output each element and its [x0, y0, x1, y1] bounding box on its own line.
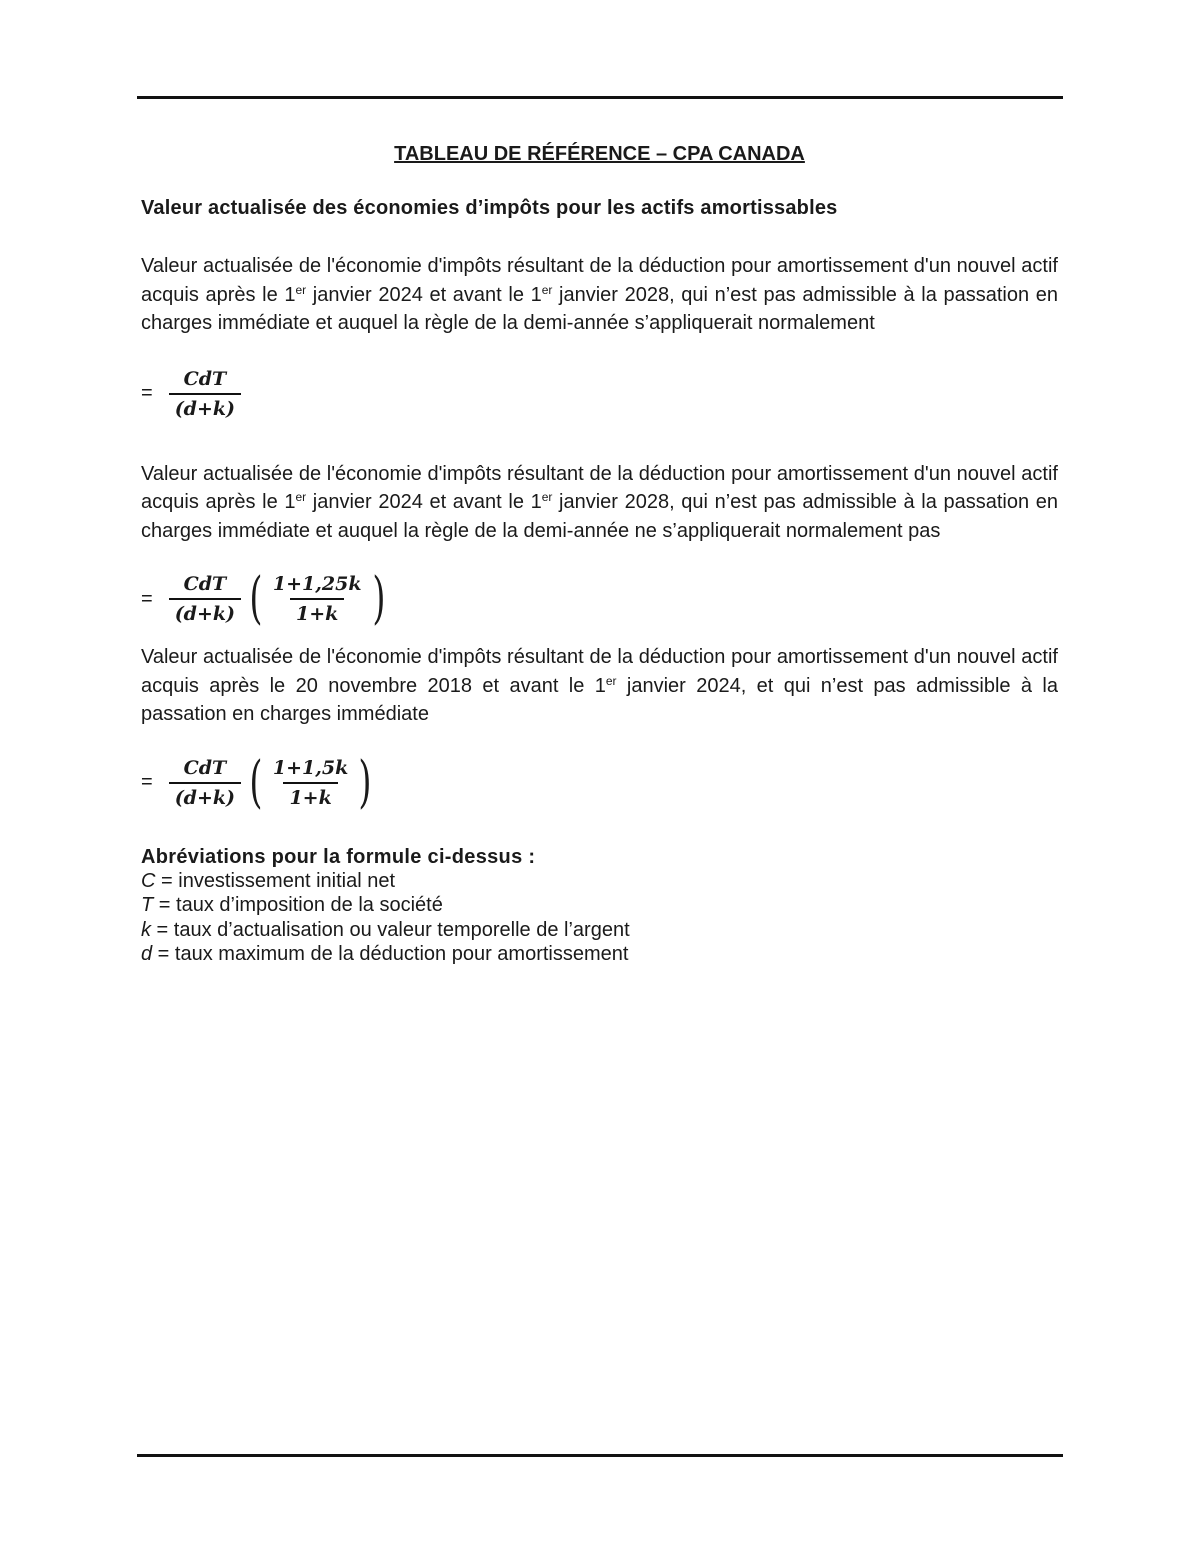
top-rule — [137, 96, 1063, 99]
formula-half-year-rule: = $\frac{\text{CdT}}{(d+k)}$ — [141, 368, 1058, 420]
abbreviations-title: Abréviations pour la formule ci-dessus : — [141, 845, 536, 868]
parenthesized-fraction: ( $\frac{1+1,5k}{1+k}$ ) — [249, 749, 372, 815]
paragraph-half-year-rule: Valeur actualisée de l'économie d'impôts résultant de la déduction pour amortissement d'un nouvel actif acquis après le 1er janvier 2024 et avant le 1er janvier 2028, qui n’est pas admissible à la passation en charges immédiate et auquel la règle de la demi-année s’appliquerait normalement — [141, 255, 1059, 334]
fraction: $\frac{\text{CdT}}{(d+k)}$ — [169, 368, 241, 420]
paragraph-2018-2024: Valeur actualisée de l'économie d'impôts résultant de la déduction pour amortissement d'un nouvel actif acquis après le 20 novembre 2018 et avant le 1er janvier 2024, et qui n’est pas admissible à la passation en charges immédiate — [141, 646, 1059, 725]
abbreviation-item: T = taux d’imposition de la société — [141, 894, 443, 916]
bottom-rule — [137, 1454, 1063, 1457]
abbreviation-item: k = taux d’actualisation ou valeur temporelle de l’argent — [141, 918, 630, 941]
fraction: $\frac{\text{CdT}}{(d+k)}$ — [169, 573, 241, 625]
section-subtitle: Valeur actualisée des économies d’impôts pour les actifs amortissables — [141, 197, 838, 219]
paragraph-no-half-year-rule: Valeur actualisée de l'économie d'impôts résultant de la déduction pour amortissement d'un nouvel actif acquis après le 1er janvier 2024 et avant le 1er janvier 2028, qui n’est pas admissible à la passation en charges immédiate et auquel la règle de la demi-année ne s’appliquerait normalement pas — [141, 462, 1059, 542]
formula-no-half-year-rule: = $\frac{\text{CdT}}{(d+k)}$ ( $\frac{1+1,25k}{1+k}$ ) — [141, 571, 1058, 627]
page-content — [141, 140, 1058, 967]
formula-2018-2024: = $\frac{\text{CdT}}{(d+k)}$ ( $\frac{1+1,5k}{1+k}$ ) — [141, 755, 1058, 811]
page-title: TABLEAU DE RÉFÉRENCE – CPA CANADA — [394, 143, 805, 165]
parenthesized-fraction: ( $\frac{1+1,25k}{1+k}$ ) — [249, 566, 385, 631]
abbreviation-item: d = taux maximum de la déduction pour amortissement — [141, 943, 629, 965]
abbreviation-item: C = investissement initial net — [141, 869, 396, 892]
fraction: $\frac{\text{CdT}}{(d+k)}$ — [169, 757, 241, 809]
